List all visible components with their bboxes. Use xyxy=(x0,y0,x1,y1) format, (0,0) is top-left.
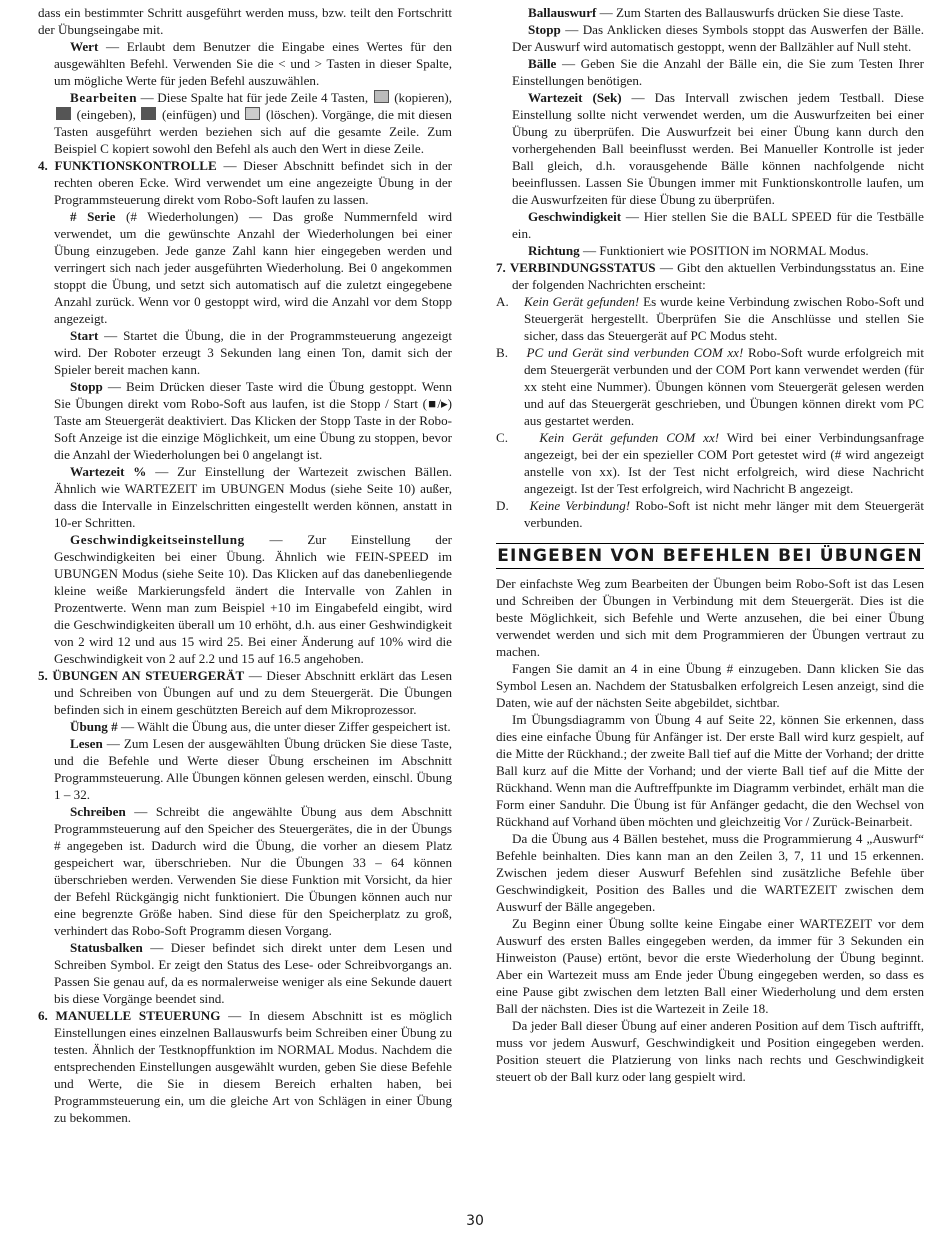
section-7 xyxy=(496,259,924,293)
body-paragraph-4: Da die Übung aus 4 Bällen bestehet, muss die Programmierung 4 „Auswurf“ Befehle beinhalten. Dies kann man an den Zeilen 3, 7, 11 und 15 erkennen. Zwischen jedem dieser Auswurf Befehlen sind zusätzliche Befehle über Geschwindigkeit, Position des Balles und die WARTEZEIT zwischen dem Auswurf der Bälle angegeben. xyxy=(496,831,924,914)
bearbeiten-text-d: (einfügen) und xyxy=(158,107,244,122)
wert-text: — Erlaubt dem Benutzer die Eingabe eines Wertes für den ausgewählten Befehl. Verwenden Sie die < und > Tasten in dieser Spalte, um mögliche Werte für jeden Befehl auszuwählen. xyxy=(54,39,452,88)
stopp-entry xyxy=(38,378,452,463)
section-4-text: — Dieser Abschnitt befindet sich in der rechten oberen Ecke. Wird verwendet um eine angezeigte Übung in der Programmsteuerung direkt vom Robo-Soft laufen zu lassen. xyxy=(54,158,452,207)
section-6-text: — In diesem Abschnitt ist es möglich Einstellungen eines einzelnen Ballauswurfs beim Schreiben einer Übung zu testen. Ähnlich der Testknopffunktion im NORMAL Modus. Nachdem die entsprechenden Einstellungen ausgewählt wurden, geben Sie diese Befehle und Werte, die Sie in diesem Bereich erhalten haben, bei Programmsteuerung ein, um die gleiche Art von Schlägen in einer Übung zu bekommen. xyxy=(54,1008,452,1125)
geschwindigkeit-text: — Hier stellen Sie die BALL SPEED für die Testbälle ein. xyxy=(512,209,924,241)
wartezeit-entry xyxy=(38,463,452,531)
intro-paragraph: dass ein bestimmter Schritt ausgeführt werden muss, bzw. teilt den Fortschritt der Übungseingabe mit. xyxy=(38,5,452,37)
baelle-entry xyxy=(496,55,924,89)
message-c-title: Kein Gerät gefunden COM xx! xyxy=(539,430,720,445)
ballauswurf-term: Ballauswurf xyxy=(528,5,597,20)
richtung-entry xyxy=(496,242,924,259)
bearbeiten-entry xyxy=(38,89,452,157)
section-6-heading: 6. MANUELLE STEUERUNG xyxy=(38,1008,221,1023)
serie-entry xyxy=(38,208,452,327)
section-heading: EINGEBEN VON BEFEHLEN BEI ÜBUNGEN xyxy=(496,543,924,569)
message-d-text: Robo-Soft ist nicht mehr länger mit dem Steuergerät verbunden. xyxy=(524,498,924,530)
body-paragraph-6: Da jeder Ball dieser Übung auf einer anderen Position auf dem Tisch auftrifft, muss vor jedem Auswurf, Geschwindigkeit und Position eingegeben werden. Position steuert die Platzierung von links nach rechts und Geschwindigkeit steuert ob der Ball kurz oder lang gespielt wird. xyxy=(496,1018,924,1084)
wartezeit-text: — Zur Einstellung der Wartezeit zwischen Bällen. Ähnlich wie WARTEZEIT im UBUNGEN Modus (siehe Seite 10) außer, dass die Intervalle in Einzelschritten eingestellt werden können, anstatt in 10-er Schritten. xyxy=(54,464,453,530)
page-number: 30 xyxy=(466,1213,484,1229)
uebung-entry xyxy=(38,718,452,735)
uebung-text: — Wählt die Übung aus, die unter dieser Ziffer gespeichert ist. xyxy=(117,719,451,734)
message-d-title: Keine Verbindung! xyxy=(529,498,631,513)
bearbeiten-text-e: (löschen). Vorgänge, die mit diesen Tasten ausgeführt werden beziehen sich auf die gesamte Zeile. Zum Beispiel C kopiert sowohl den Befehl als auch den Wert in diese Zeile. xyxy=(54,107,452,156)
section-7-text: — Gibt den aktuellen Verbindungsstatus an. Eine der folgenden Nachrichten erscheint: xyxy=(512,260,924,292)
lesen-entry xyxy=(38,735,452,803)
status-message-b xyxy=(496,344,924,429)
wartezeit-term: Wartezeit % xyxy=(70,464,147,479)
serie-text: (# Wiederholungen) — Das große Nummernfeld wird verwendet, um die gewünschte Anzahl der Wiederholungen bei einer Übung einzugeben. Jede ganze Zahl kann hier eingegeben werden und verringert sich nach jeder ausgeführten Wiederholung. Bei 0 angekommen stoppt die Übung, und setzt sich automatisch auf die zuletzt eingegebene Anzahl zurück. Wenn vor 0 gestoppt wird, wird die Anzahl vor dem Stopp angezeigt. xyxy=(54,209,452,326)
message-a-label: A. xyxy=(496,294,509,309)
geschwindigkeitseinstellung-term: Geschwindigkeitseinstellung xyxy=(70,532,245,547)
wert-entry xyxy=(38,38,452,89)
bearbeiten-term: Bearbeiten xyxy=(70,90,138,105)
message-c-label: C. xyxy=(496,430,509,445)
left-column xyxy=(38,4,452,1126)
delete-icon xyxy=(245,107,260,120)
copy-icon xyxy=(374,90,389,103)
statusbalken-term: Statusbalken xyxy=(70,940,143,955)
status-message-a xyxy=(496,293,924,344)
message-d-label: D. xyxy=(496,498,509,513)
section-5-heading: 5. ÜBUNGEN AN STEUERGERÄT xyxy=(38,668,245,683)
schreiben-text: — Schreibt die angewählte Übung aus dem Abschnitt Programmsteuerung auf den Speicher des Steuergerätes, die in der Übungs # angegeben ist. Dadurch wird die Übung, die vorher an diesem Platz gespeichert war, überschrieben. Nur die Übungen 33 – 64 können überschrieben werden. Verwenden Sie diese Funktion mit Vorsicht, da hier der Befehl Rückgängig nicht funktioniert. Die Übungen können auch nur eine begrenzte Größe haben. Sind diese für den Speicherplatz zu groß, verhindert das Robo-Soft Programm diesen Vorgang. xyxy=(54,804,452,938)
lesen-term: Lesen xyxy=(70,736,103,751)
bearbeiten-text-a: — Diese Spalte hat für jede Zeile 4 Tasten, xyxy=(137,90,372,105)
serie-term: # Serie xyxy=(70,209,116,224)
statusbalken-entry xyxy=(38,939,452,1007)
wartezeit-sek-entry xyxy=(496,89,924,208)
start-term: Start xyxy=(70,328,99,343)
enter-icon xyxy=(56,107,71,120)
message-b-title: PC und Gerät sind verbunden COM xx! xyxy=(526,345,744,360)
body-paragraph-3: Im Übungsdiagramm von Übung 4 auf Seite 22, können Sie erkennen, dass dies eine einfache Übung für Anfänger ist. Der erste Ball wird kurz gespielt, auf die Mitte der Rückhand.; der zweite Ball tief auf die Mitte der Vorhand; der dritte Ball kurz auf die Mitte der Vorhand; und der vierte Ball tief auf die Mitte der Rückhand. Wenn man die Auftreffpunkte im Diagramm verbindet, erhält man die Form einer Sanduhr. Die Übung ist für Anfänger gedacht, die den Wechsel von Rückhand auf Vorhand üben möchten und gleichzeitig Vor / Zurück-Beinarbeit. xyxy=(496,712,924,829)
body-paragraph-1: Der einfachste Weg zum Bearbeiten der Übungen beim Robo-Soft ist das Lesen und Schreiben der Übungen in Verbindung mit dem Steuergerät. Dies ist die beste Möglichkeit, sich Befehle und Werte anzusehen, die bei einer Übung verwendet werden und sich mit dem Programmieren der Übungen vertraut zu machen. xyxy=(496,576,924,659)
stopp-manual-entry xyxy=(496,21,924,55)
geschwindigkeit-entry xyxy=(496,208,924,242)
section-4 xyxy=(38,157,452,208)
schreiben-term: Schreiben xyxy=(70,804,126,819)
message-a-text: Es wurde keine Verbindung zwischen Robo-Soft und Steuergerät hergestellt. Überprüfen Sie die Anschlüsse und stellen Sie sicher, dass das Steuergerät auf PC Modus steht. xyxy=(524,294,924,343)
statusbalken-text: — Dieser befindet sich direkt unter dem Lesen und Schreiben Symbol. Er zeigt den Status des Lese- oder Schreibvorgangs an. Passen Sie genau auf, da es normalerweise weniger als eine Sekunde dauert bis diese Vorgänge beendet sind. xyxy=(54,940,452,1006)
baelle-text: — Geben Sie die Anzahl der Bälle ein, die Sie zum Testen Ihrer Einstellungen benötigen. xyxy=(512,56,924,88)
message-a-title: Kein Gerät gefunden! xyxy=(524,294,640,309)
geschwindigkeit-term: Geschwindigkeit xyxy=(528,209,622,224)
ballauswurf-text: — Zum Starten des Ballauswurfs drücken Sie diese Taste. xyxy=(596,5,904,20)
stopp-manual-text: — Das Anklicken dieses Symbols stoppt das Auswerfen der Bälle. Der Auswurf wird automatisch gestoppt, wenn der Ballzähler auf Null steht. xyxy=(512,22,924,54)
stopp-text: — Beim Drücken dieser Taste wird die Übung gestoppt. Wenn Sie Übungen direkt vom Robo-Soft aus laufen, ist die Stopp / Start (■/▸) Taste am Steuergerät deaktiviert. Das Klicken der Stopp Taste in der Robo-Soft Anzeige ist die einzige Möglichkeit, um eine Übung zu stoppen, bevor die Anzahl der Wiederholungen bei 0 angelangt ist. xyxy=(54,379,452,462)
geschwindigkeitseinstellung-entry xyxy=(38,531,452,667)
ballauswurf-entry xyxy=(496,4,924,21)
lesen-text: — Zum Lesen der ausgewählten Übung drücken Sie diese Taste, und die Befehle und Werte dieser Übung erscheinen im Abschnitt Programmsteuerung. Alle Übungen können gelesen werden, einschl. Übung 1 – 32. xyxy=(54,736,452,802)
start-text: — Startet die Übung, die in der Programmsteuerung angezeigt wird. Der Roboter erzeugt 3 Sekunden lang einen Ton, damit sich der Spieler bereit machen kann. xyxy=(54,328,452,377)
wert-term: Wert xyxy=(70,39,99,54)
stopp-manual-term: Stopp xyxy=(528,22,561,37)
richtung-term: Richtung xyxy=(528,243,580,258)
baelle-term: Bälle xyxy=(528,56,557,71)
section-5 xyxy=(38,667,452,718)
geschwindigkeitseinstellung-text: — Zur Einstellung der Geschwindigkeiten bei einer Übung. Ähnlich wie FEIN-SPEED im UBUNGEN Modus (siehe Seite 10). Das Klicken auf das danebenliegende kleine weiße Markierungsfeld ändert die Intervalle von Zahlen in Prozentwerte. Wenn man zum Beispiel +10 im Eingabefeld eingibt, wird die Geschwindigkeiten überall um 10 erhöht, d.h. aus einer Geshwindigkeit von 2 wird 12 und aus 15 wird 25. Bei einer Änderung auf 10% wird die Geschwindigkeit von 2 auf 2.2 und 15 auf 16.5 angehoben. xyxy=(54,532,452,666)
uebung-term: Übung # xyxy=(70,719,118,734)
section-5-text: — Dieser Abschnitt erklärt das Lesen und Schreiben von Übungen auf und zu dem Steuergerät. Die Übungen befinden sich in einem geschützten Bereich auf dem Mikroprozessor. xyxy=(54,668,452,717)
section-7-heading: 7. VERBINDUNGSSTATUS xyxy=(496,260,656,275)
richtung-text: — Funktioniert wie POSITION im NORMAL Modus. xyxy=(579,243,869,258)
wartezeit-sek-text: — Das Intervall zwischen jedem Testball. Diese Einstellung sollte nicht verwendet werden, um die Auswurfzeiten bei einer Übung zu überprüfen. Die Auswurfzeit bei einer Übung kann durch den vorhergehenden Ball beeinflusst werden. Bei Manueller Kontrolle ist jeder Ball gleich, d.h. vorausgehende Bälle können nachfolgende nicht beeinflussen. Lassen Sie Übungen immer mit Funktionskontrolle laufen, um die Auswurfzeiten für diese Übung zu überprüfen. xyxy=(512,90,924,207)
message-c-text: Wird bei einer Verbindungsanfrage angezeigt, bei der ein spezieller COM Port getestet wird (# wird angezeigt anstelle von xx). Ist der Test nicht erfolgreich, wird diese Nachricht angezeigt. Ist der Test erfolgreich, wird Nachricht B angezeigt. xyxy=(524,430,925,496)
bearbeiten-text-b: (kopieren), xyxy=(390,90,452,105)
insert-icon xyxy=(141,107,156,120)
wartezeit-sek-term: Wartezeit (Sek) xyxy=(528,90,622,105)
status-message-d xyxy=(496,497,924,531)
section-4-heading: 4. FUNKTIONSKONTROLLE xyxy=(38,158,217,173)
start-entry xyxy=(38,327,452,378)
status-message-c xyxy=(496,429,924,497)
right-column xyxy=(496,4,924,1085)
body-paragraph-5: Zu Beginn einer Übung sollte keine Eingabe einer WARTEZEIT vor dem Auswurf des ersten Balles eingegeben werden, da immer für 3 Sekunden ein Hinweiston (Pause) ertönt, bevor die erste Wiederholung der Übung beginnt. Aber ein Wartezeit muss am Ende jeder Übung eingegeben werden, so dass es eine Pause gibt zwischen dem letzten Ball einer Wiederholung und dem ersten Ball der nächsten. Dies ist die Wartezeit in Zeile 18. xyxy=(496,916,924,1016)
message-b-label: B. xyxy=(496,345,509,360)
body-paragraph-2: Fangen Sie damit an 4 in eine Übung # einzugeben. Dann klicken Sie das Symbol Lesen an. Nachdem der Statusbalken erfolgreich Lesen anzeigt, sind die Daten, wie auf der nächsten Seite abgebildet, sichtbar. xyxy=(496,661,924,710)
bearbeiten-text-c: (eingeben), xyxy=(73,107,140,122)
stopp-term: Stopp xyxy=(70,379,103,394)
message-b-text: Robo-Soft wurde erfolgreich mit dem Steuergerät verbunden und der COM Port kann verwendet werden (für xx steht eine Nummer). Übungen können vom Steuergerät gelesen werden und auf das Steuergerät geschrieben, und Übungen können direkt vom PC aus gestartet werden. xyxy=(524,345,925,428)
section-6 xyxy=(38,1007,452,1126)
schreiben-entry xyxy=(38,803,452,939)
